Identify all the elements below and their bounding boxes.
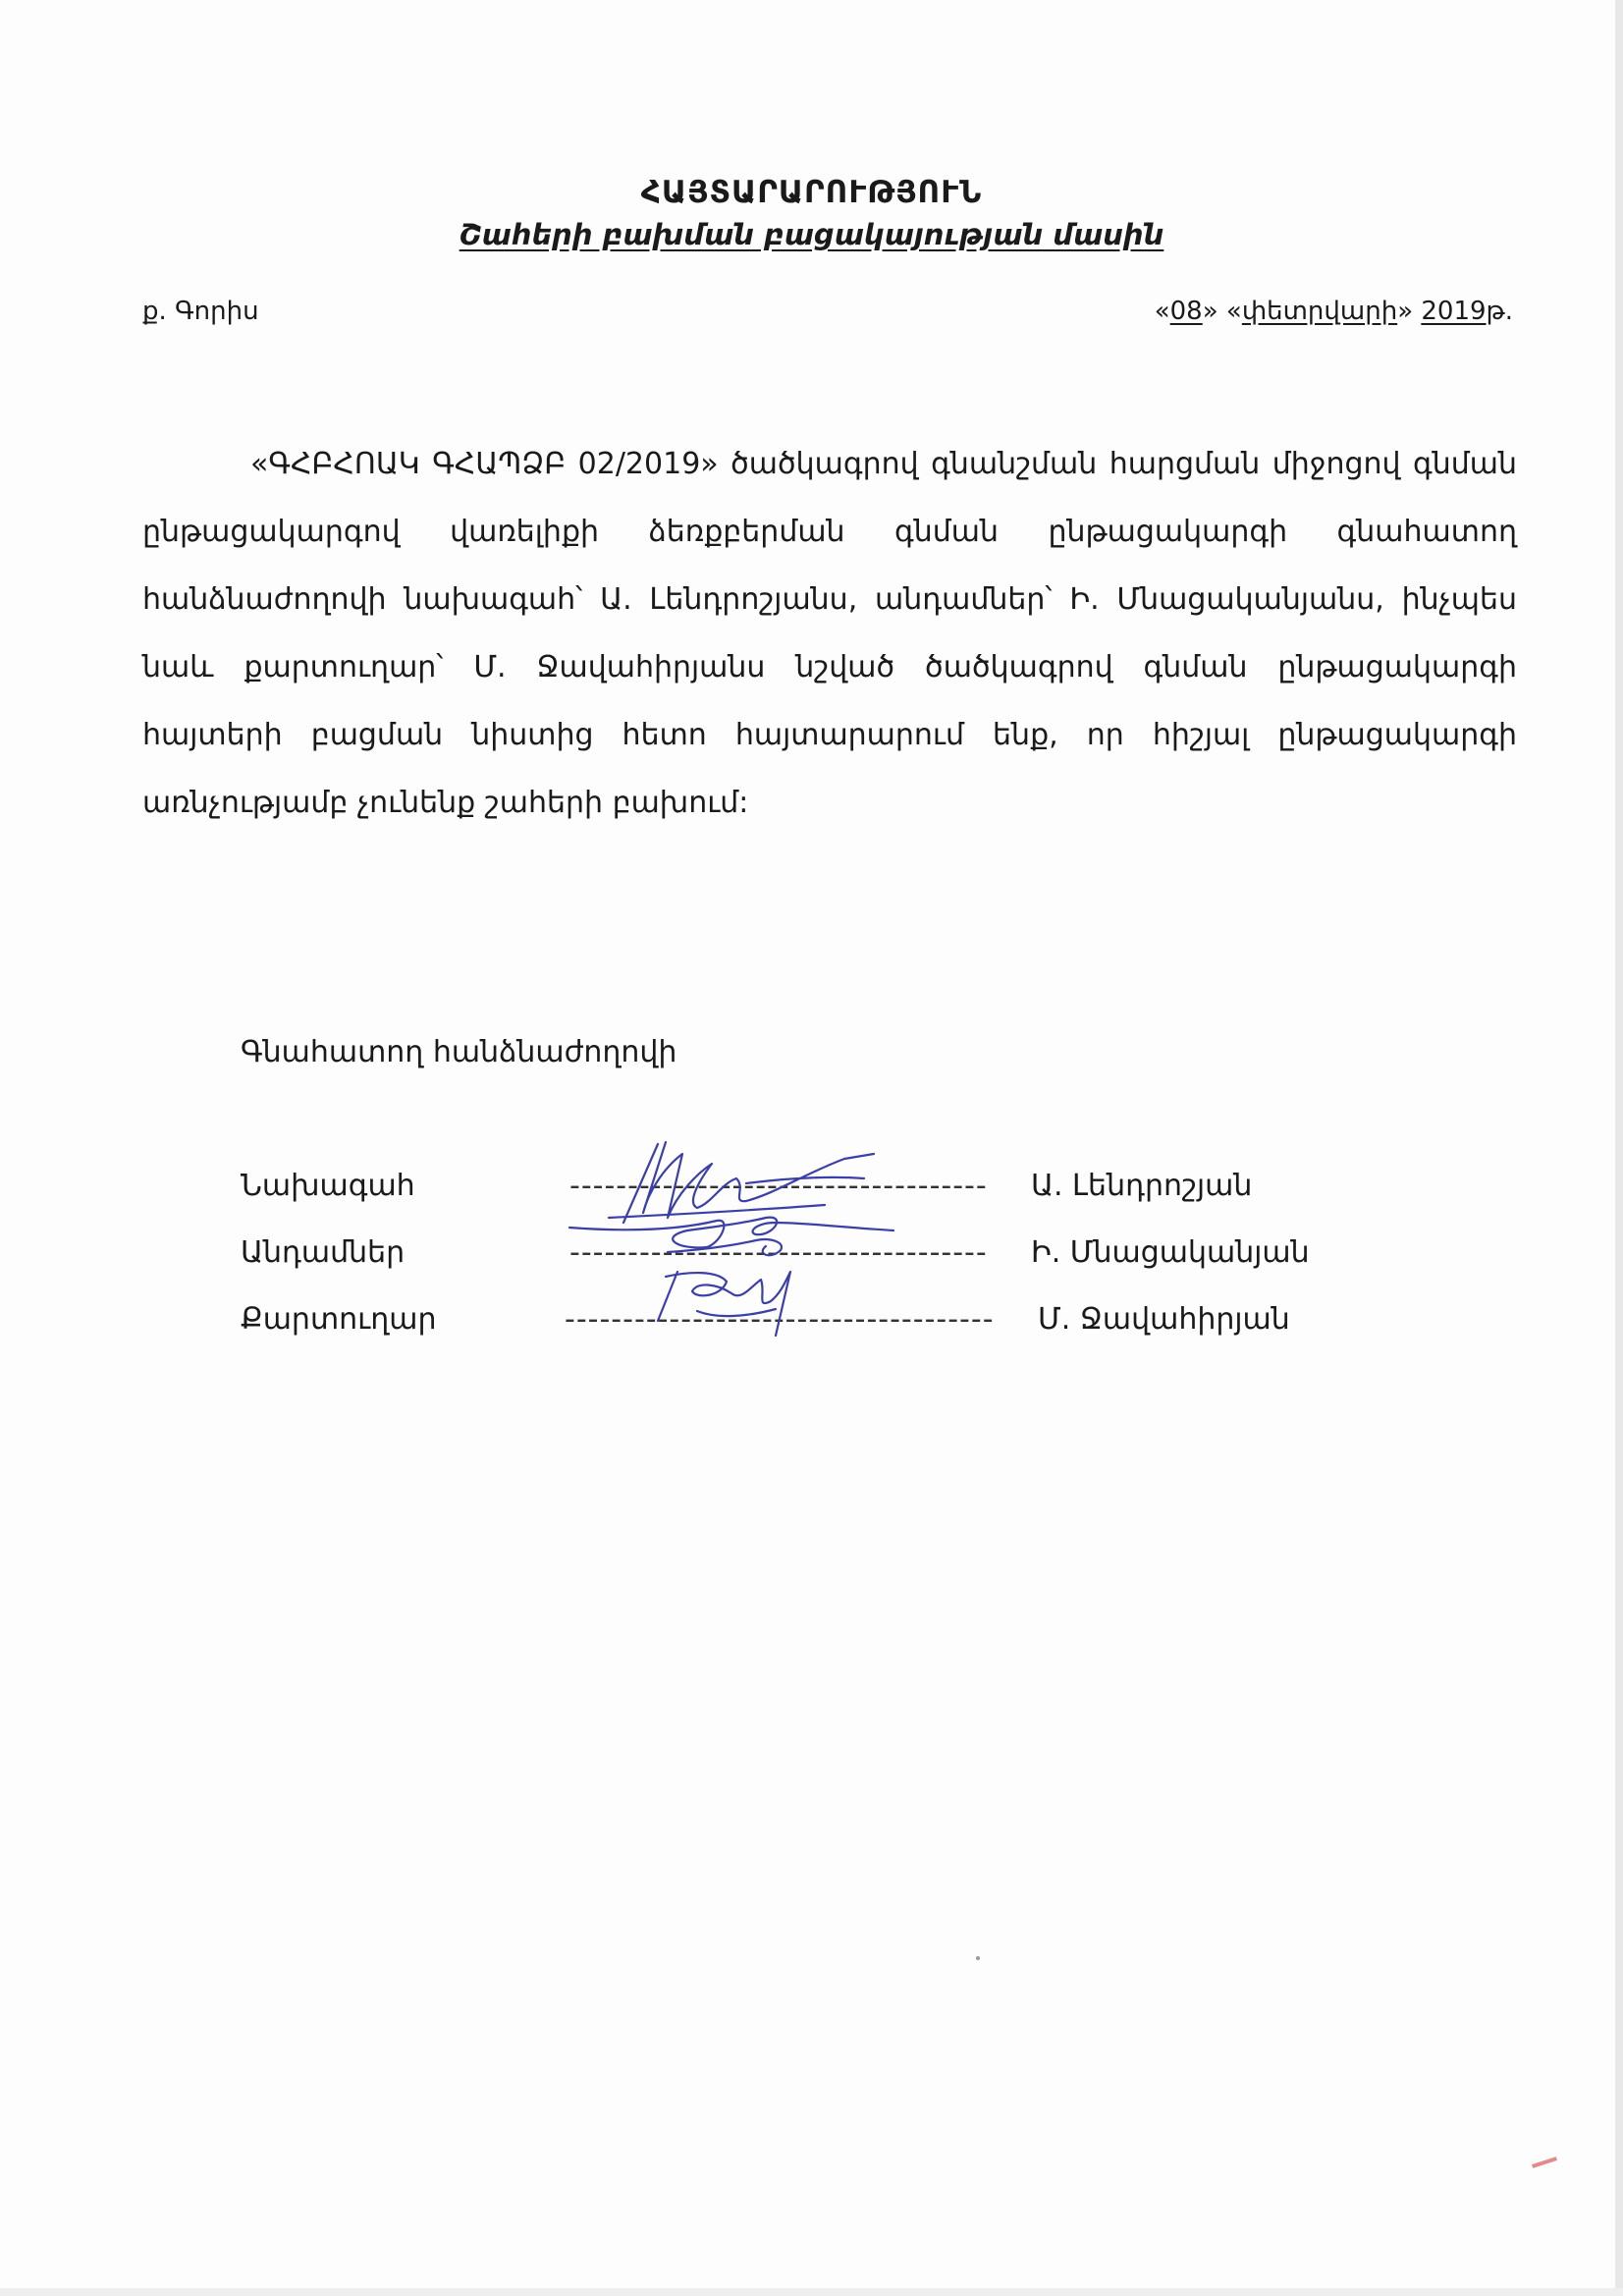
date-year: 2019 [1421,297,1487,326]
red-ink-mark [1532,2157,1557,2168]
signature-line: ------------------------------------ [569,1169,988,1203]
date-day: 08 [1169,297,1203,326]
scan-speck [976,1956,980,1960]
commission-heading: Գնահատող հանձնաժողովի [241,1035,677,1069]
signer-name: Ի. Մնացականյան [1031,1235,1310,1270]
signature-stroke-chair [609,1142,874,1223]
city-label: ք. Գորիս [142,297,259,326]
document-title: ՀԱՅՏԱՐԱՐՈՒԹՅՈՒՆ [640,175,983,210]
signer-name: Մ. Ջավահիրյան [1038,1302,1290,1337]
document-subtitle [0,218,1623,251]
role-label: Անդամներ [241,1235,406,1270]
date-close-quote: » [1397,297,1422,326]
signer-name: Ա. Լենդրոշյան [1031,1169,1253,1203]
date-mid-quote: » « [1202,297,1242,326]
date-month: փետրվարի [1241,297,1398,326]
scan-edge-bottom [0,2288,1623,2296]
date-open-quote: « [1154,297,1170,326]
signature-line: ------------------------------------ [569,1235,988,1270]
role-label: Նախագահ [241,1169,415,1203]
signature-line: ------------------------------------- [565,1302,995,1337]
date-suffix: թ. [1486,297,1513,326]
handwritten-signatures [550,1124,913,1360]
role-label: Քարտուղար [241,1302,437,1337]
signature-stroke-member [569,1218,893,1256]
declaration-paragraph: «ԳՀԲՀՈԱԿ ԳՀԱՊՁԲ 02/2019» ծածկագրով գնանշման հարցման միջոցով գնման ընթացակարգով վառելիքի ձեռքբերման գնման ընթացակարգի գնահատող հանձնաժողովի նախագահ՝ Ա. Լենդրոշյանս, անդամներ՝ Ի. Մնացականյանս, ինչպես նաև քարտուղար՝ Մ. Ջավահիրյանս նշված ծածկագրով գնման ընթացակարգի հայտերի բացման նիստից հետո հայտարարում ենք, որ հիշյալ ընթացակարգի առնչությամբ չունենք շահերի բախում: [142,447,1517,820]
document-date [1155,297,1513,326]
signature-stroke-secretary [658,1272,790,1336]
document-subtitle-text: Շահերի բախման բացակայության մասին [459,218,1164,251]
scan-edge-right [1615,0,1623,2296]
